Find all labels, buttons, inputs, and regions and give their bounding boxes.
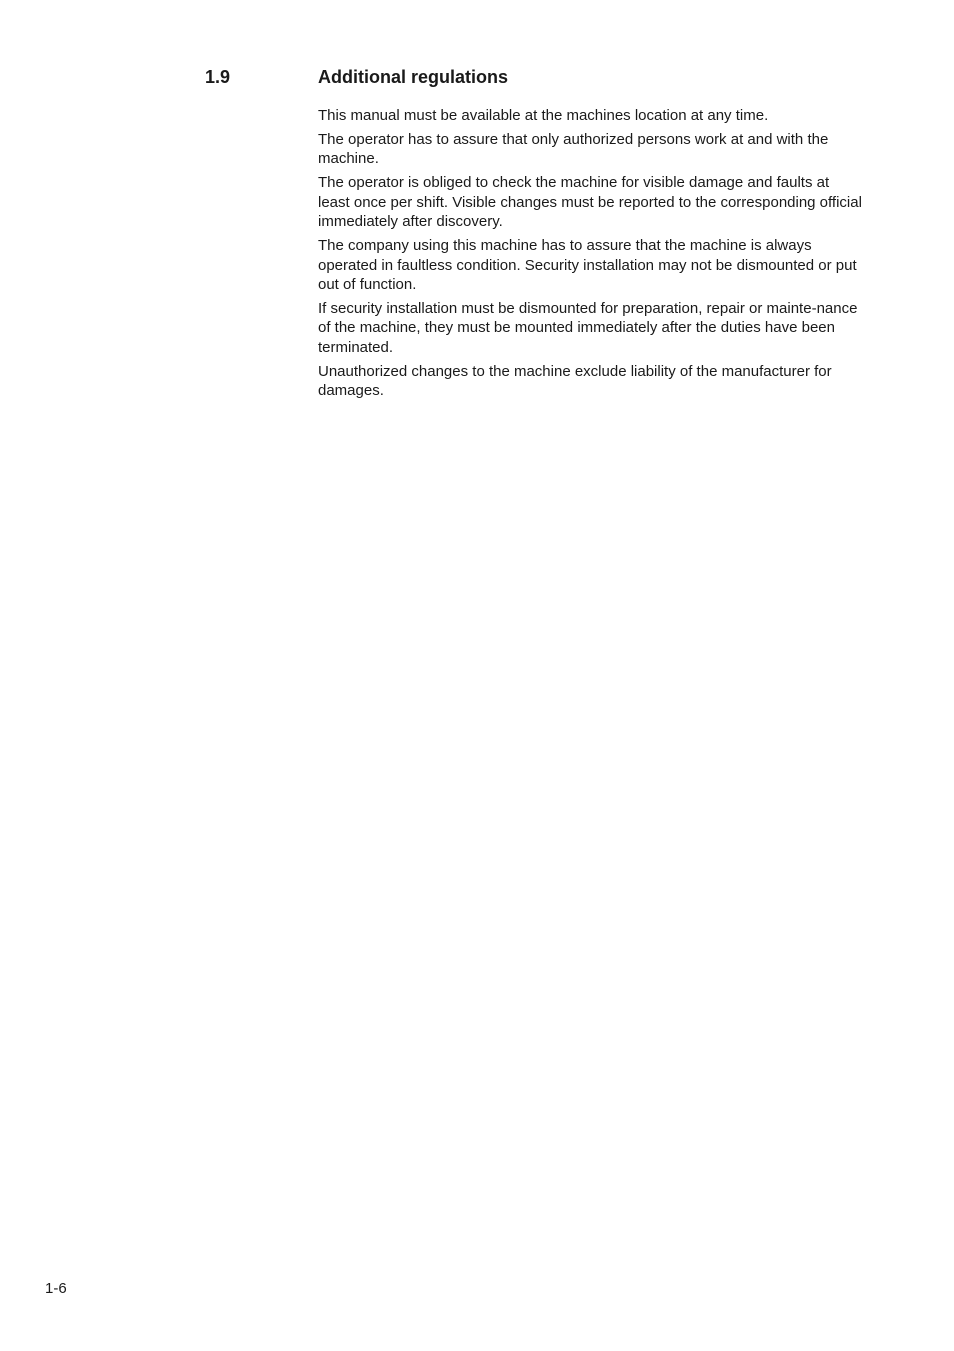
- page-number: 1-6: [45, 1280, 67, 1297]
- paragraph-unauthorized-changes: Unauthorized changes to the machine exclude liability of the manufacturer for damages.: [318, 362, 832, 400]
- body-text: [318, 106, 863, 405]
- section-number: 1.9: [205, 67, 231, 87]
- paragraph-manual-availability: This manual must be available at the machines location at any time.: [318, 107, 769, 124]
- section-title: Additional regulations: [318, 67, 509, 87]
- paragraph-shift-check: The operator is obliged to check the machine for visible damage and faults at least once per shift. Visible changes must be reported to the corresponding official immediately after discovery.: [318, 174, 862, 231]
- paragraph-security-installation: If security installation must be dismounted for preparation, repair or mainte-nance of the machine, they must be mounted immediately after the duties have been terminated.: [318, 300, 858, 356]
- paragraph-authorized-persons: The operator has to assure that only authorized persons work at and with the machine.: [318, 131, 829, 168]
- paragraph-faultless-condition: The company using this machine has to assure that the machine is always operated in faultless condition. Security installation may not be dismounted or put out of function.: [318, 237, 857, 294]
